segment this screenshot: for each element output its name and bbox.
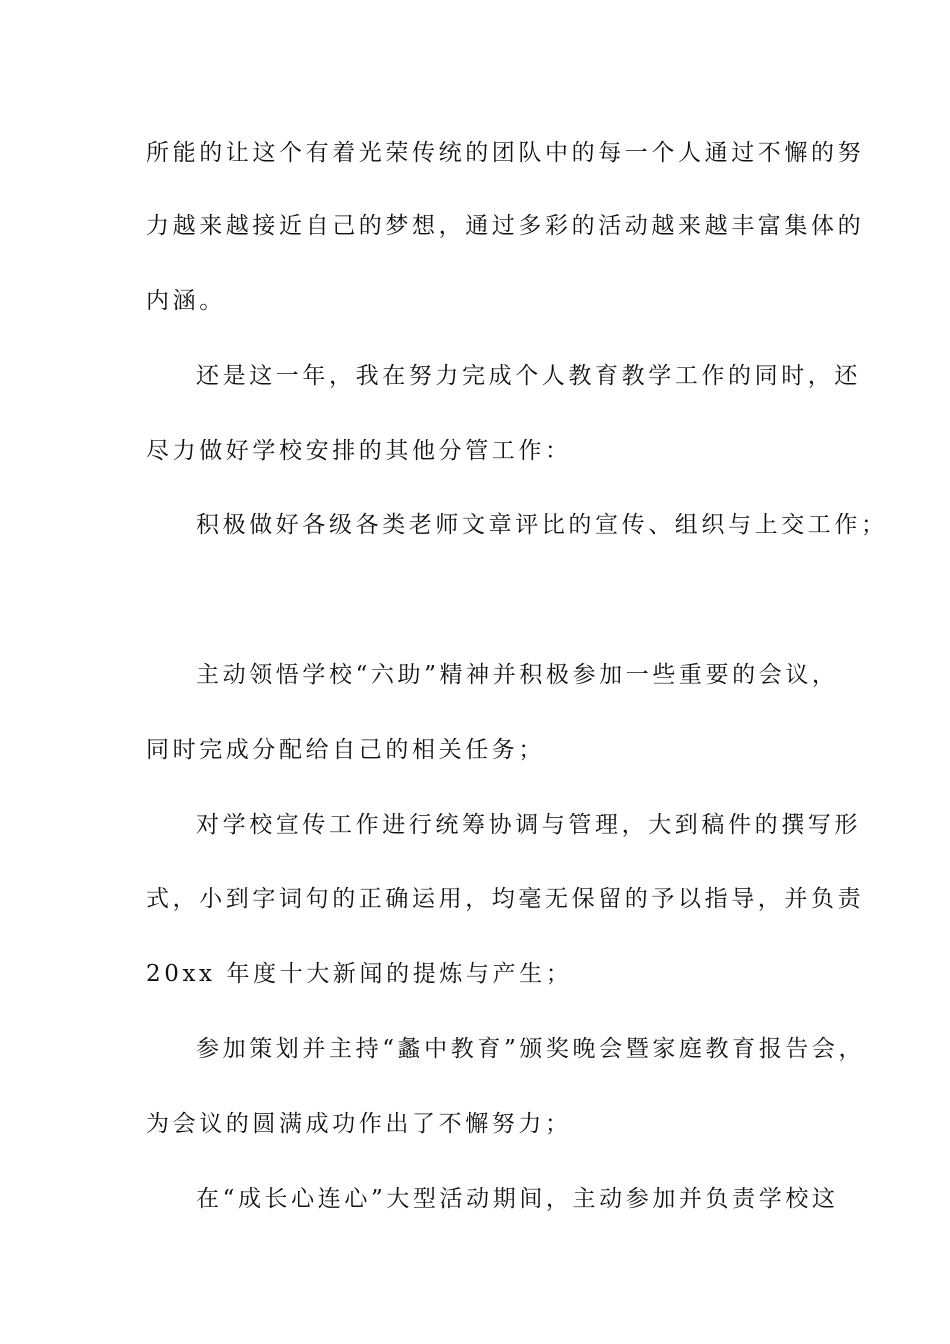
text-line: 力越来越接近自己的梦想，通过多彩的活动越来越丰富集体的 xyxy=(146,213,865,239)
paragraph-start-line: 参加策划并主持“蠡中教育”颁奖晚会暨家庭教育报告会， xyxy=(196,1036,866,1062)
text-line: 同时完成分配给自己的相关任务； xyxy=(146,737,545,763)
paragraph-start-line: 在“成长心连心”大型活动期间，主动参加并负责学校这 xyxy=(196,1186,839,1212)
paragraph-start-line: 主动领悟学校“六助”精神并积极参加一些重要的会议， xyxy=(196,662,839,688)
text-line: 为会议的圆满成功作出了不懈努力； xyxy=(146,1111,572,1137)
text-line: 尽力做好学校安排的其他分管工作： xyxy=(146,438,572,464)
text-line: 内涵。 xyxy=(146,288,226,314)
text-line: 所能的让这个有着光荣传统的团队中的每一个人通过不懈的努 xyxy=(146,140,865,166)
paragraph-start-line: 还是这一年，我在努力完成个人教育教学工作的同时，还 xyxy=(196,363,861,389)
text-line: 20xx 年度十大新闻的提炼与产生； xyxy=(146,961,573,987)
text-line: 式，小到字词句的正确运用，均毫无保留的予以指导，并负责 xyxy=(146,886,865,912)
paragraph-start-line: 对学校宣传工作进行统筹协调与管理，大到稿件的撰写形 xyxy=(196,812,861,838)
paragraph-start-line: 积极做好各级各类老师文章评比的宣传、组织与上交工作； xyxy=(196,512,888,538)
